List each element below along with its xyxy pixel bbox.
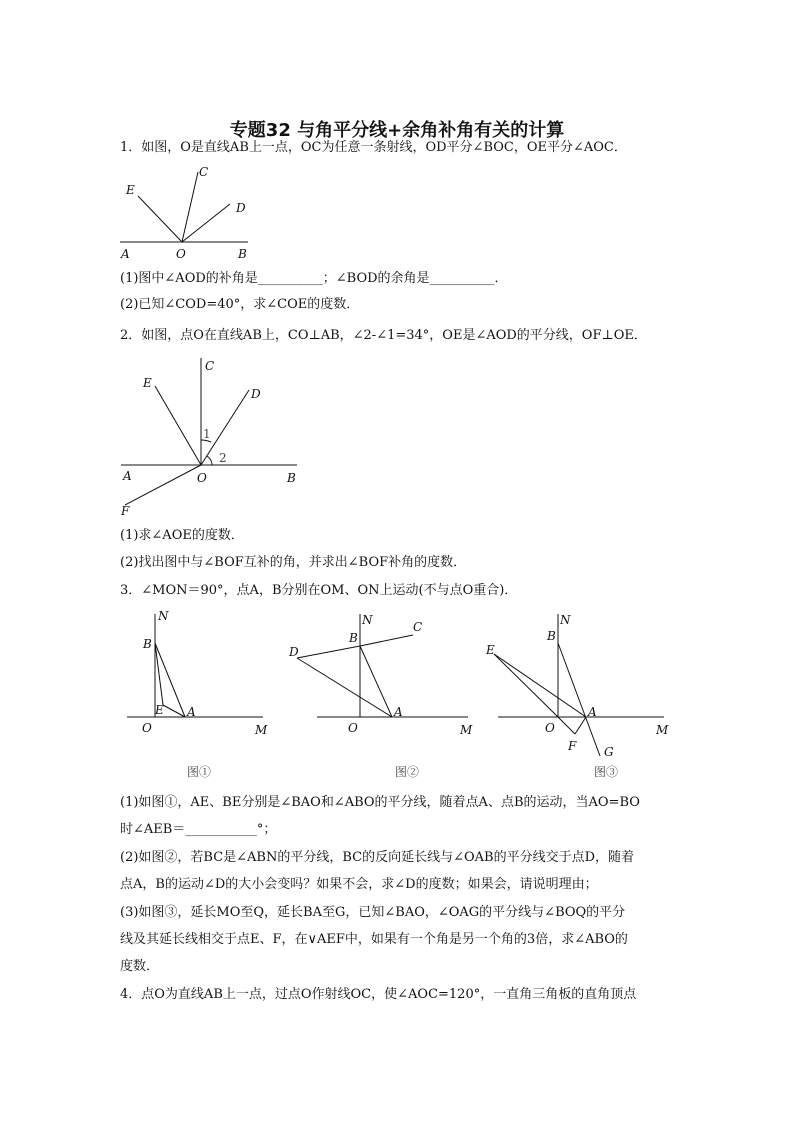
problem-3-question-3-line-1: (3)如图③，延长MO至Q，延长BA至G，已知∠BAO，∠OAG的平分线与∠BOQ的平分 bbox=[120, 905, 626, 920]
label-o: O bbox=[142, 721, 152, 735]
figure-1-caption: 图① bbox=[187, 765, 212, 779]
ray-oe bbox=[138, 196, 182, 242]
problem-3-question-1-line-2: 时∠AEB＝___________°； bbox=[120, 822, 277, 837]
label-g: G bbox=[604, 745, 614, 759]
problem-2-question-1: (1)求∠AOE的度数． bbox=[120, 528, 244, 543]
segment-ba bbox=[360, 646, 392, 717]
problem-1-question-1: (1)图中∠AOD的补角是__________；∠BOD的余角是__________． bbox=[120, 271, 508, 286]
label-a: A bbox=[394, 705, 403, 719]
ray-oe bbox=[155, 386, 201, 465]
ray-bg bbox=[558, 643, 600, 756]
label-o: O bbox=[197, 471, 207, 485]
problem-3-question-2-line-2: 点A，B的运动∠D的大小会变吗？如果不会，求∠D的度数；如果会，请说明理由； bbox=[120, 877, 598, 892]
segment-da bbox=[297, 658, 392, 717]
label-m: M bbox=[460, 723, 473, 737]
problem-1-stem: 1．如图，O是直线AB上一点，OC为任意一条射线，OD平分∠BOC，OE平分∠AOC． bbox=[120, 140, 627, 155]
segment-eo bbox=[494, 654, 558, 717]
problem-3-figure-2 bbox=[285, 606, 480, 781]
problem-1-question-2: (2)已知∠COD=40°，求∠COE的度数． bbox=[120, 297, 360, 312]
angle-2-arc bbox=[207, 456, 212, 465]
label-f: F bbox=[121, 504, 130, 518]
label-f: F bbox=[568, 739, 577, 753]
label-d: D bbox=[236, 201, 246, 215]
label-o: O bbox=[545, 721, 555, 735]
problem-3-question-3-line-2: 线及其延长线相交于点E、F，在∨AEF中，如果有一个角是另一个角的3倍，求∠ABO的 bbox=[120, 932, 628, 947]
label-b: B bbox=[287, 471, 296, 485]
problem-2-stem: 2．如图，点O在直线AB上，CO⊥AB，∠2-∠1=34°，OE是∠AOD的平分线，OF⊥OE． bbox=[120, 328, 647, 343]
problem-3-stem: 3．∠MON＝90°，点A，B分别在OM、ON上运动(不与点O重合)． bbox=[120, 583, 518, 598]
label-m: M bbox=[255, 723, 268, 737]
ray-of bbox=[125, 465, 201, 505]
label-c: C bbox=[413, 620, 423, 634]
problem-2-figure bbox=[115, 350, 305, 520]
label-b: B bbox=[238, 247, 247, 261]
label-n: N bbox=[158, 609, 169, 623]
label-n: N bbox=[560, 613, 571, 627]
label-a: A bbox=[121, 247, 130, 261]
problem-3-question-1-line-1: (1)如图①，AE、BE分别是∠BAO和∠ABO的平分线，随着点A、点B的运动，当AO=BO bbox=[120, 795, 640, 810]
label-angle-2: 2 bbox=[219, 451, 227, 465]
label-o: O bbox=[176, 247, 186, 261]
label-m: M bbox=[656, 723, 669, 737]
label-e: E bbox=[486, 643, 495, 657]
segment-of bbox=[558, 717, 575, 734]
label-e: E bbox=[143, 376, 152, 390]
label-angle-1: 1 bbox=[203, 427, 211, 441]
figure-2-caption: 图② bbox=[395, 765, 420, 779]
ray-bc bbox=[360, 635, 413, 646]
problem-1-figure bbox=[118, 160, 258, 265]
segment-ea bbox=[494, 654, 586, 717]
label-d: D bbox=[251, 387, 261, 401]
label-b: B bbox=[547, 629, 556, 643]
label-n: N bbox=[362, 613, 373, 627]
label-a: A bbox=[123, 469, 132, 483]
label-b: B bbox=[349, 631, 358, 645]
label-c: C bbox=[205, 359, 215, 373]
label-c: C bbox=[199, 165, 209, 179]
segment-ea bbox=[163, 705, 185, 717]
label-o: O bbox=[348, 721, 358, 735]
figure-3-caption: 图③ bbox=[594, 765, 619, 779]
problem-3-figure-3 bbox=[482, 606, 682, 781]
page-title: 专题32 与角平分线+余角补角有关的计算 bbox=[229, 120, 565, 141]
problem-3-question-2-line-1: (2)如图②，若BC是∠ABN的平分线，BC的反向延长线与∠OAB的平分线交于点D，随着 bbox=[120, 850, 635, 865]
label-b: B bbox=[143, 637, 152, 651]
label-e: E bbox=[126, 183, 135, 197]
problem-3-question-3-line-3: 度数． bbox=[120, 959, 160, 974]
label-e: E bbox=[155, 703, 164, 717]
label-a: A bbox=[588, 705, 597, 719]
problem-3-figure-1 bbox=[125, 606, 275, 781]
problem-4-stem: 4．点O为直线AB上一点，过点O作射线OC，使∠AOC=120°，一直角三角板的直角顶点 bbox=[120, 987, 637, 1002]
segment-af bbox=[575, 717, 586, 734]
label-d: D bbox=[289, 645, 299, 659]
label-a: A bbox=[187, 705, 196, 719]
problem-2-question-2: (2)找出图中与∠BOF互补的角，并求出∠BOF补角的度数． bbox=[120, 555, 467, 570]
segment-db bbox=[297, 646, 360, 658]
